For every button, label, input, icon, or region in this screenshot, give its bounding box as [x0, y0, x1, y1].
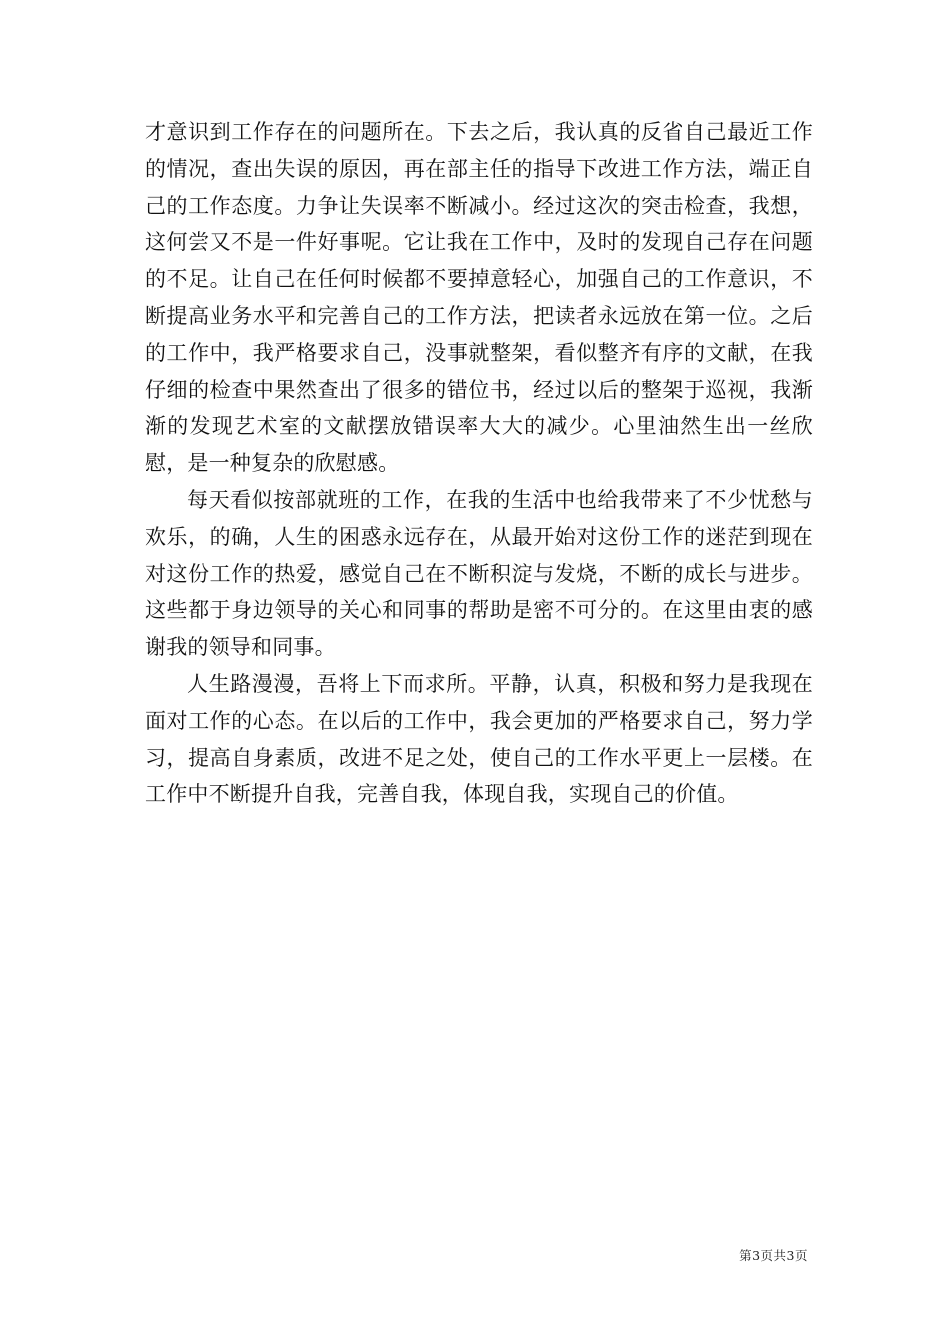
paragraph-3: 人生路漫漫，吾将上下而求所。平静，认真，积极和努力是我现在面对工作的心态。在以后的工作中，我会更加的严格要求自己，努力学习，提高自身素质，改进不足之处，使自己的工作水平更上一层楼。在工作中不断提升自我，完善自我，体现自我，实现自己的价值。	[145, 671, 813, 807]
paragraph-2: 每天看似按部就班的工作，在我的生活中也给我带来了不少忧愁与欢乐，的确，人生的困惑永远存在，从最开始对这份工作的迷茫到现在对这份工作的热爱，感觉自己在不断积淀与发烧，不断的成长与进步。这些都于身边领导的关心和同事的帮助是密不可分的。在这里由衷的感谢我的领导和同事。	[145, 487, 813, 660]
document-body	[145, 114, 813, 813]
page-number-footer: 第3页共3页	[739, 1248, 808, 1263]
paragraph-1: 才意识到工作存在的问题所在。下去之后，我认真的反省自己最近工作的情况，查出失误的原因，再在部主任的指导下改进工作方法，端正自己的工作态度。力争让失误率不断减小。经过这次的突击检查，我想，这何尝又不是一件好事呢。它让我在工作中，及时的发现自己存在问题的不足。让自己在任何时候都不要掉意轻心，加强自己的工作意识，不断提高业务水平和完善自己的工作方法，把读者永远放在第一位。之后的工作中，我严格要求自己，没事就整架，看似整齐有序的文献，在我仔细的检查中果然查出了很多的错位书，经过以后的整架于巡视，我渐渐的发现艺术室的文献摆放错误率大大的减少。心里油然生出一丝欣慰，是一种复杂的欣慰感。	[145, 120, 813, 476]
